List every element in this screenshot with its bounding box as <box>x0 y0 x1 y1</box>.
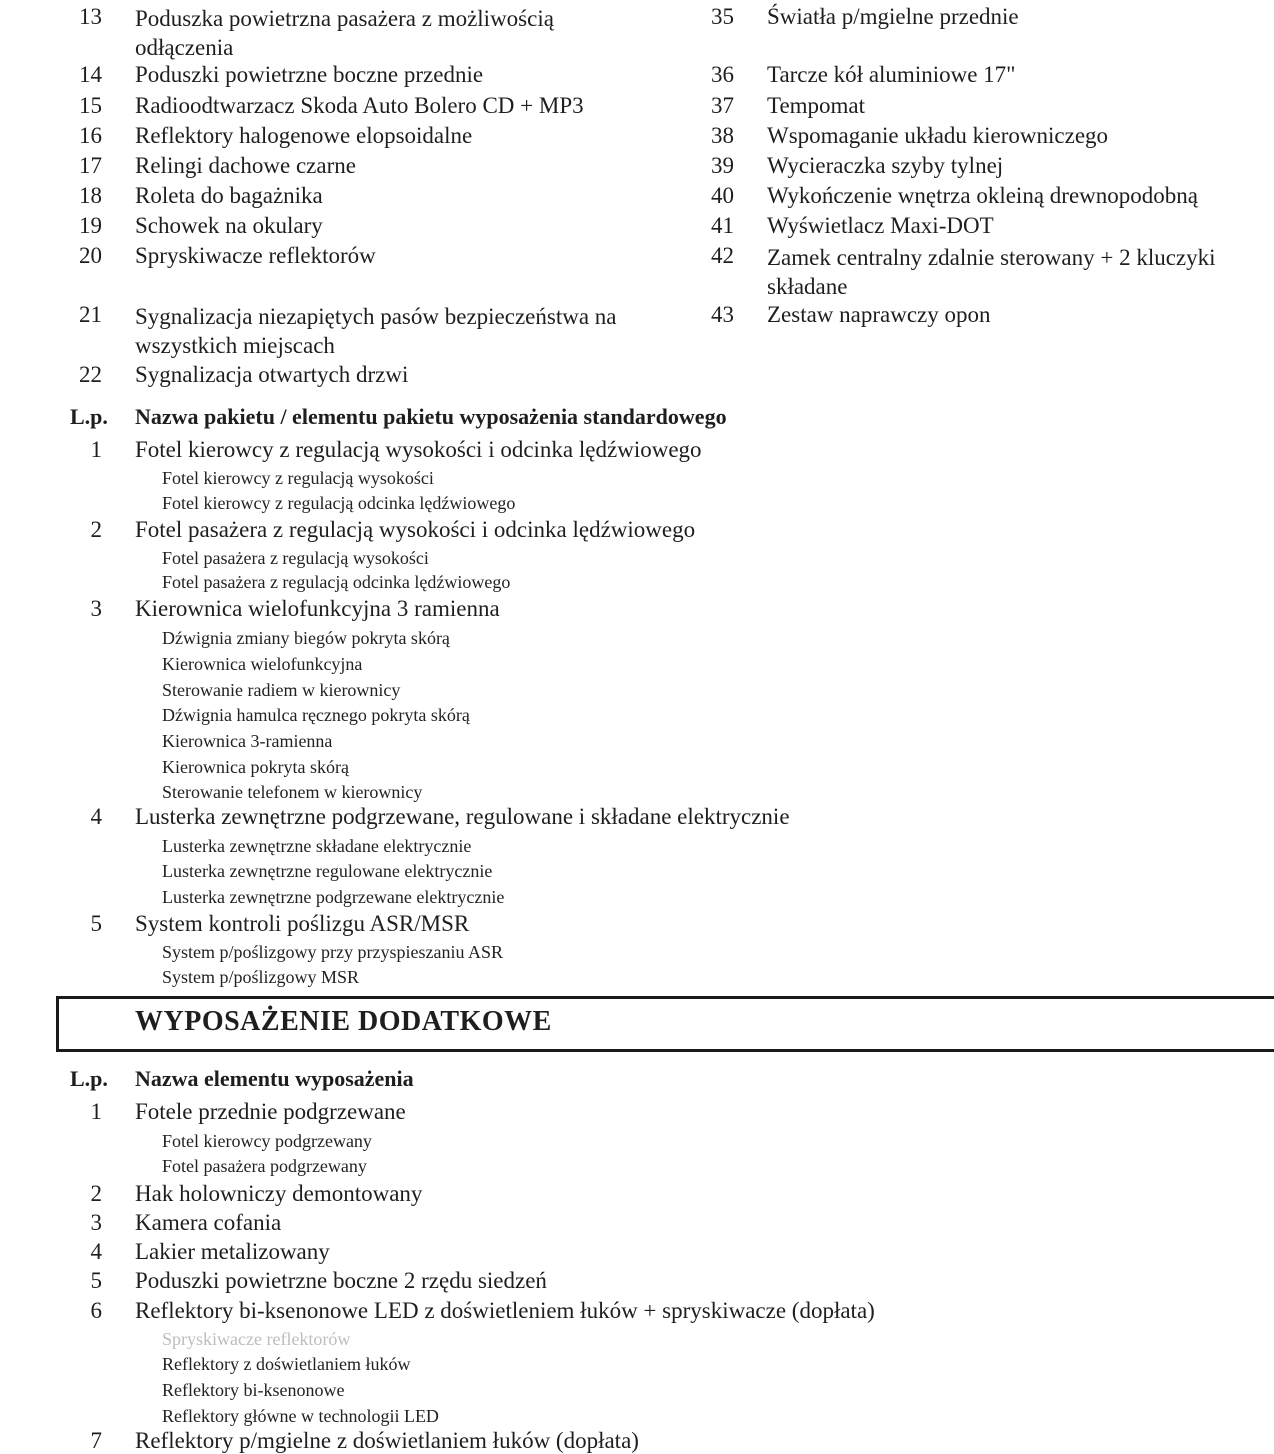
package-name: Lusterka zewnętrzne podgrzewane, regulowane i składane elektrycznie <box>135 804 790 829</box>
item-number: 40 <box>711 183 734 208</box>
option-number: 5 <box>90 1268 102 1293</box>
package-element: Sterowanie radiem w kierownicy <box>162 680 401 700</box>
option-name: Hak holowniczy demontowany <box>135 1181 423 1206</box>
item-name: Zestaw naprawczy opon <box>767 302 991 327</box>
option-number: 1 <box>90 1099 102 1124</box>
package-element: Lusterka zewnętrzne składane elektrycznie <box>162 836 472 856</box>
item-name: Tempomat <box>767 93 866 118</box>
item-name: Sygnalizacja niezapiętych pasów bezpieczeństwa na wszystkich miejscach <box>135 304 617 358</box>
item-number: 14 <box>79 62 102 87</box>
item-name: Roleta do bagażnika <box>135 183 323 208</box>
item-number: 38 <box>711 123 734 148</box>
package-element: Lusterka zewnętrzne podgrzewane elektrycznie <box>162 887 505 907</box>
item-number: 39 <box>711 153 734 178</box>
item-name: Wycieraczka szyby tylnej <box>767 153 1004 178</box>
option-number: 7 <box>90 1428 102 1453</box>
option-element: Reflektory główne w technologii LED <box>162 1406 439 1426</box>
package-element: Fotel kierowcy z regulacją wysokości <box>162 468 434 488</box>
item-number: 20 <box>79 243 102 268</box>
package-number: 2 <box>90 517 102 542</box>
section-title: WYPOSAŻENIE DODATKOWE <box>135 1006 552 1037</box>
column-header-name: Nazwa pakietu / elementu pakietu wyposażenia standardowego <box>135 404 727 429</box>
item-name: Radioodtwarzacz Skoda Auto Bolero CD + MP3 <box>135 93 584 118</box>
package-element: Fotel pasażera z regulacją odcinka lędźwiowego <box>162 572 511 592</box>
item-name: Tarcze kół aluminiowe 17" <box>767 62 1016 87</box>
column-header-lp: L.p. <box>70 404 108 429</box>
package-name: Fotel kierowcy z regulacją wysokości i odcinka lędźwiowego <box>135 437 702 462</box>
item-number: 43 <box>711 302 734 327</box>
package-number: 4 <box>90 804 102 829</box>
option-element: Fotel kierowcy podgrzewany <box>162 1131 372 1151</box>
option-name: Reflektory bi-ksenonowe LED z doświetleniem łuków + spryskiwacze (dopłata) <box>135 1298 875 1323</box>
package-element: Fotel kierowcy z regulacją odcinka lędźwiowego <box>162 493 516 513</box>
item-number: 15 <box>79 93 102 118</box>
item-number: 42 <box>711 243 734 268</box>
item-number: 18 <box>79 183 102 208</box>
option-name: Fotele przednie podgrzewane <box>135 1099 406 1124</box>
item-number: 35 <box>711 4 734 29</box>
package-name: Kierownica wielofunkcyjna 3 ramienna <box>135 596 500 621</box>
item-number: 16 <box>79 123 102 148</box>
option-element: Reflektory bi-ksenonowe <box>162 1380 345 1400</box>
package-number: 5 <box>90 911 102 936</box>
option-element: Reflektory z doświetlaniem łuków <box>162 1354 411 1374</box>
package-name: System kontroli poślizgu ASR/MSR <box>135 911 470 936</box>
option-name: Poduszki powietrzne boczne 2 rzędu siedzeń <box>135 1268 547 1293</box>
package-element: Lusterka zewnętrzne regulowane elektrycznie <box>162 861 493 881</box>
option-number: 4 <box>90 1239 102 1264</box>
package-element: Dźwignia zmiany biegów pokryta skórą <box>162 628 450 648</box>
item-name: Schowek na okulary <box>135 213 323 238</box>
item-number: 22 <box>79 362 102 387</box>
option-name: Kamera cofania <box>135 1210 282 1235</box>
item-name: Światła p/mgielne przednie <box>767 4 1019 29</box>
item-name: Sygnalizacja otwartych drzwi <box>135 362 409 387</box>
item-name: Zamek centralny zdalnie sterowany + 2 kluczyki składane <box>767 245 1216 299</box>
package-number: 1 <box>90 437 102 462</box>
item-name: Poduszki powietrzne boczne przednie <box>135 62 484 87</box>
item-number: 37 <box>711 93 734 118</box>
item-name: Wykończenie wnętrza okleiną drewnopodobną <box>767 183 1198 208</box>
package-element: Sterowanie telefonem w kierownicy <box>162 782 423 802</box>
option-element: Fotel pasażera podgrzewany <box>162 1156 367 1176</box>
option-name: Reflektory p/mgielne z doświetlaniem łuków (dopłata) <box>135 1428 639 1453</box>
item-number: 36 <box>711 62 734 87</box>
item-number: 19 <box>79 213 102 238</box>
package-element: Kierownica 3-ramienna <box>162 731 333 751</box>
package-element: Kierownica pokryta skórą <box>162 757 349 777</box>
item-name: Poduszka powietrzna pasażera z możliwością odłączenia <box>135 6 554 60</box>
option-number: 2 <box>90 1181 102 1206</box>
package-element: Kierownica wielofunkcyjna <box>162 654 363 674</box>
package-element: System p/poślizgowy MSR <box>162 967 360 987</box>
package-element: Fotel pasażera z regulacją wysokości <box>162 548 429 568</box>
item-number: 17 <box>79 153 102 178</box>
package-element: System p/poślizgowy przy przyspieszaniu ASR <box>162 942 503 962</box>
item-name: Wspomaganie układu kierowniczego <box>767 123 1109 148</box>
item-name: Wyświetlacz Maxi-DOT <box>767 213 994 238</box>
item-number: 41 <box>711 213 734 238</box>
column-header-lp: L.p. <box>70 1066 108 1091</box>
option-name: Lakier metalizowany <box>135 1239 330 1264</box>
option-number: 3 <box>90 1210 102 1235</box>
item-number: 13 <box>79 4 102 29</box>
item-name: Reflektory halogenowe elopsoidalne <box>135 123 473 148</box>
option-element: Spryskiwacze reflektorów <box>162 1329 351 1349</box>
item-name: Relingi dachowe czarne <box>135 153 356 178</box>
item-number: 21 <box>79 302 102 327</box>
package-number: 3 <box>90 596 102 621</box>
option-number: 6 <box>90 1298 102 1323</box>
package-name: Fotel pasażera z regulacją wysokości i odcinka lędźwiowego <box>135 517 696 542</box>
package-element: Dźwignia hamulca ręcznego pokryta skórą <box>162 705 470 725</box>
item-name: Spryskiwacze reflektorów <box>135 243 376 268</box>
column-header-name: Nazwa elementu wyposażenia <box>135 1066 414 1091</box>
